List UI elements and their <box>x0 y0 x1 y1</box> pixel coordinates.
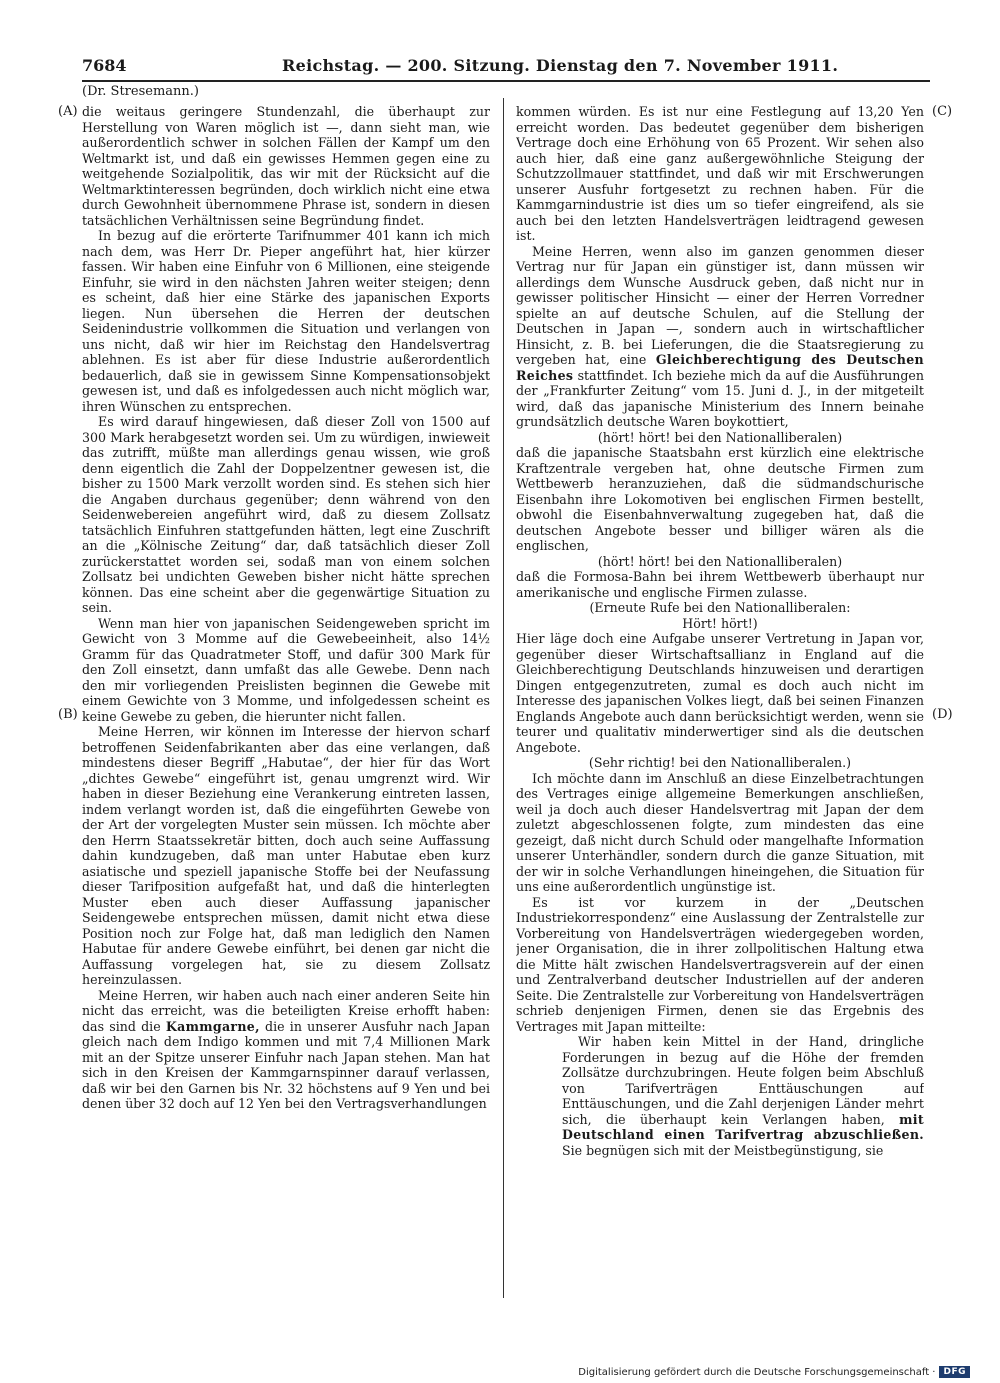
margin-marker-c: (C) <box>932 104 953 119</box>
interjection: (hört! hört! bei den Nationalliberalen) <box>597 553 843 569</box>
quotation <box>562 1034 924 1158</box>
margin-marker-a: (A) <box>58 104 78 119</box>
paragraph: Hier läge doch eine Aufgabe unserer Vertretung in Japan vor, gegenüber dieser Wirtschaftsallianz in England auf die Gleichberechtigung Deutschlands hinzuweisen und derartigen Dingen entgegenzutreten, zumal es doch auch nicht im Interesse des japanischen Volkes liegt, daß bei seinen Finanzen Englands Angebote auch dann berücksichtigt werden, wenn sie teurer und qualitativ minderwertiger sind als die deutschen Angebote. <box>516 631 924 755</box>
emphasis-term: Gleichberechtigung des Deutschen Reiches <box>516 352 924 383</box>
interjection: (Sehr richtig! bei den Nationalliberalen.) <box>588 755 852 770</box>
paragraph: die weitaus geringere Stundenzahl, die überhaupt zur Herstellung von Waren möglich ist —, dann sieht man, wie außerordentlich schwer in solchen Fällen der Kampf um den Weltmarkt ist, und daß ein gewisses Hemmen gegen eine zu weitgehende Sozialpolitik, das wir mit der Rücksicht auf die Weltmarktinteressen begründen, doch wirklich nicht eine etwa durch Gewohnheit übernommene Phrase ist, sondern in diesen tatsächlichen Verhältnissen seine Begründung findet. <box>82 104 490 228</box>
text-run: Meine Herren, wir haben auch nach einer anderen Seite hin nicht das erreicht, was die beteiligten Kreise erhofft haben: das sind die <box>82 987 490 1034</box>
page-header <box>82 56 930 80</box>
paragraph: Es wird darauf hingewiesen, daß dieser Zoll von 1500 auf 300 Mark herabgesetzt worden sei. Um zu würdigen, inwieweit das zutrifft, müßte man allerdings genau wissen, wie groß denn eigentlich die Zahl der Doppelzentner gewesen ist, die bisher zu 1500 Mark verzollt worden sind. Es stehen sich hier die Angaben durchaus gegenüber; denn während von den Seidenwebereien angeführt wird, daß zu diesem Zollsatz tatsächlich Einfuhren stattgefunden hätten, legt eine Zuschrift an die „Kölnische Zeitung“ dar, daß tatsächlich dieser Zoll zurückerstattet worden sei, sodaß man von einem solchen Zollsatz bei undichten Geweben bisher nicht hätte sprechen können. Das eine scheint aber die gegenwärtige Situation zu sein. <box>82 414 490 615</box>
text-run: stattfindet. Ich beziehe mich da auf die Ausführungen der „Frankfurter Zeitung“ vom 15. Juni d. J., in der mitgeteilt wird, daß das japanische Ministerium des Innern beinahe grundsätzlich deutsche Waren boykottiert, <box>516 367 924 429</box>
paragraph: kommen würden. Es ist nur eine Festlegung auf 13,20 Yen erreicht worden. Das bedeutet gegenüber dem bisherigen Vertrage doch eine Erhöhung von 65 Prozent. Wir sehen also auch hier, daß eine ganz außergewöhnliche Steigung der Schutzzollmauer stattfindet, und daß wir mit Erschwerungen unserer Ausfuhr fortgesetzt zu rechnen haben. Für die Kammgarnindustrie ist dies um so tiefer eingreifend, als sie auch bei den letzten Handelsverträgen leidtragend gewesen ist. <box>516 104 924 243</box>
header-title: Reichstag. — 200. Sitzung. Dienstag den 7. November 1911. <box>282 56 839 75</box>
paragraph <box>516 244 924 430</box>
dfg-logo: DFG <box>939 1366 970 1378</box>
paragraph: Es ist vor kurzem in der „Deutschen Industriekorrespondenz“ eine Auslassung der Zentralstelle zur Vorbereitung von Handelsverträgen wiedergegeben worden, jener Organisation, die in ihrer zollpolitischen Haltung etwa die Mitte hält zwischen Handelsvertragsverein auf der einen und Zentralverband deutscher Industriellen auf der anderen Seite. Die Zentralstelle zur Vorbereitung von Handelsverträgen schrieb denjenigen Firmen, denen sie das Ergebnis des Vertrages mit Japan mitteilte: <box>516 894 924 1034</box>
interjection: (hört! hört! bei den Nationalliberalen) <box>597 429 843 445</box>
text-run: Wir haben kein Mittel in der Hand, dringliche Forderungen in bezug auf die Höhe der fremden Zollsätze durchzubringen. Heute folgen beim Abschluß von Tarifverträgen Enttäuschungen auf Enttäuschungen, und die Zahl derjenigen Länder mehrt sich, die überhaupt kein Verlangen haben, <box>562 1034 924 1127</box>
column-divider <box>503 98 504 1298</box>
interjection: (Erneute Rufe bei den Nationalliberalen: <box>589 600 851 615</box>
page-number: 7684 <box>82 56 127 75</box>
paragraph: Ich möchte dann im Anschluß an diese Einzelbetrachtungen des Vertrages einige allgemeine Bemerkungen anschließen, weil ja doch auch dieser Handelsvertrag mit Japan der dem zuletzt abgeschlossenen folgte, zum mindesten das eine gezeigt, daß nicht durch Schuld oder mangelhafte Information unserer Unterhändler, sondern durch die ganze Situation, mit der wir in solche Verhandlungen hineingehen, die Situation für uns eine außerordentlich ungünstige ist. <box>516 770 924 894</box>
left-column <box>82 104 490 1300</box>
emphasis-term: Kammgarne, <box>165 1018 260 1034</box>
text-run: die in unserer Ausfuhr nach Japan gleich nach dem Indigo kommen und mit 7,4 Millionen Mark mit an der Spitze unserer Einfuhr nach Japan stehen. Man hat sich in den Kreisen der Kammgarnspinner darauf verlassen, daß wir bei den Garnen bis Nr. 32 höchstens auf 9 Yen und bei denen über 32 doch auf 12 Yen bei den Vertragsverhandlungen <box>82 1018 490 1111</box>
right-column <box>516 104 924 1274</box>
margin-marker-d: (D) <box>932 707 953 722</box>
paragraph: Wenn man hier von japanischen Seidengeweben spricht im Gewicht von 3 Momme auf die Gewebeeinheit, also 14½ Gramm für das Quadratmeter Stoff, und dafür 300 Mark für den Zoll einsetzt, dann umfaßt das alle Gewebe. Denn nach den mir vorliegenden Preislisten beginnen die Gewebe mit einem Gewichte von 3 Momme, und infolgedessen scheint es keine Gewebe zu geben, die hierunter nicht fallen. <box>82 615 490 724</box>
emphasis-term: mit Deutschland einen Tarifvertrag abzuschließen. <box>562 1111 924 1142</box>
text-run: Sie begnügen sich mit der Meistbegünstigung, sie <box>562 1142 884 1158</box>
footer-text: Digitalisierung gefördert durch die Deutsche Forschungsgemeinschaft · <box>578 1366 936 1378</box>
paragraph: Meine Herren, wir können im Interesse der hiervon scharf betroffenen Seidenfabrikanten aber das eine verlangen, daß mindestens dieser Begriff „Habutae“, der hier für das Wort „dichtes Gewebe“ eingeführt ist, genau umgrenzt wird. Wir haben in dieser Beziehung eine Verankerung eintreten lassen, indem verlangt worden ist, daß die eingeführten Gewebe von der Art der vorgelegten Muster sein müssen. Ich möchte aber den Herrn Staatssekretär bitten, doch auch seine Auffassung dahin kundzugeben, daß man unter Habutae eben kurz asiatische und speziell japanische Stoffe bei der Neufassung dieser Tarifposition aufgefaßt hat, und daß die hinterlegten Muster eben auch dieser Auffassung japanischer Seidengewebe entsprechen müssen, damit nicht etwa diese Position noch zur Folge hat, daß man lediglich den Namen Habutae für andere Gewebe einführt, bei denen gar nicht die Auffassung vorgelegen hat, sie zu diesem Zollsatz hereinzulassen. <box>82 724 490 987</box>
speaker-name: (Dr. Stresemann.) <box>82 84 199 99</box>
paragraph: daß die Formosa-Bahn bei ihrem Wettbewerb überhaupt nur amerikanische und englische Firmen zulasse. <box>516 569 924 600</box>
paragraph <box>82 988 490 1112</box>
paragraph: In bezug auf die erörterte Tarifnummer 401 kann ich mich nach dem, was Herr Dr. Pieper angeführt hat, hier kürzer fassen. Wir haben eine Einfuhr von 6 Millionen, eine steigende Einfuhr, sie wird in den nächsten Jahren weiter steigen; denn es scheint, daß hier eine Stärke des japanischen Exports liegen. Nun übersehen die Herren der deutschen Seidenindustrie vollkommen die Situation und verlangen von uns nicht, daß wir hier im Reichstag den Handelsvertrag ablehnen. Es ist aber für diese Industrie außerordentlich bedauerlich, daß sie in gewissem Sinne Kompensationsobjekt gewesen ist, und daß es infolgedessen auch nicht möglich war, ihren Wünschen zu entsprechen. <box>82 228 490 414</box>
header-rule <box>82 80 930 82</box>
interjection: Hört! hört!) <box>682 615 758 631</box>
text-run: Meine Herren, wenn also im ganzen genommen dieser Vertrag nur für Japan ein günstiger ist, dann müssen wir allerdings dem Wunsche Ausdruck geben, daß nicht nur in gewisser politischer Hinsicht — einer der Herren Vorredner spielte an auf deutsche Schulen, auf die Stellung der Deutschen in Japan —, sondern auch in wirtschaftlicher Hinsicht, z. B. bei Lieferungen, die die Staatsregierung zu vergeben hat, eine <box>516 243 924 367</box>
paragraph: daß die japanische Staatsbahn erst kürzlich eine elektrische Kraftzentrale vergeben hat, ohne deutsche Firmen zum Wettbewerb heranzuziehen, daß die südmandschurische Eisenbahn ihre Lokomotiven bei englischen Firmen bestellt, obwohl die Eisenbahnverwaltung zugegeben hat, daß die deutschen Angebote besser und billiger wären als die englischen, <box>516 445 924 553</box>
footer-credit <box>578 1366 970 1378</box>
margin-marker-b: (B) <box>58 707 78 722</box>
